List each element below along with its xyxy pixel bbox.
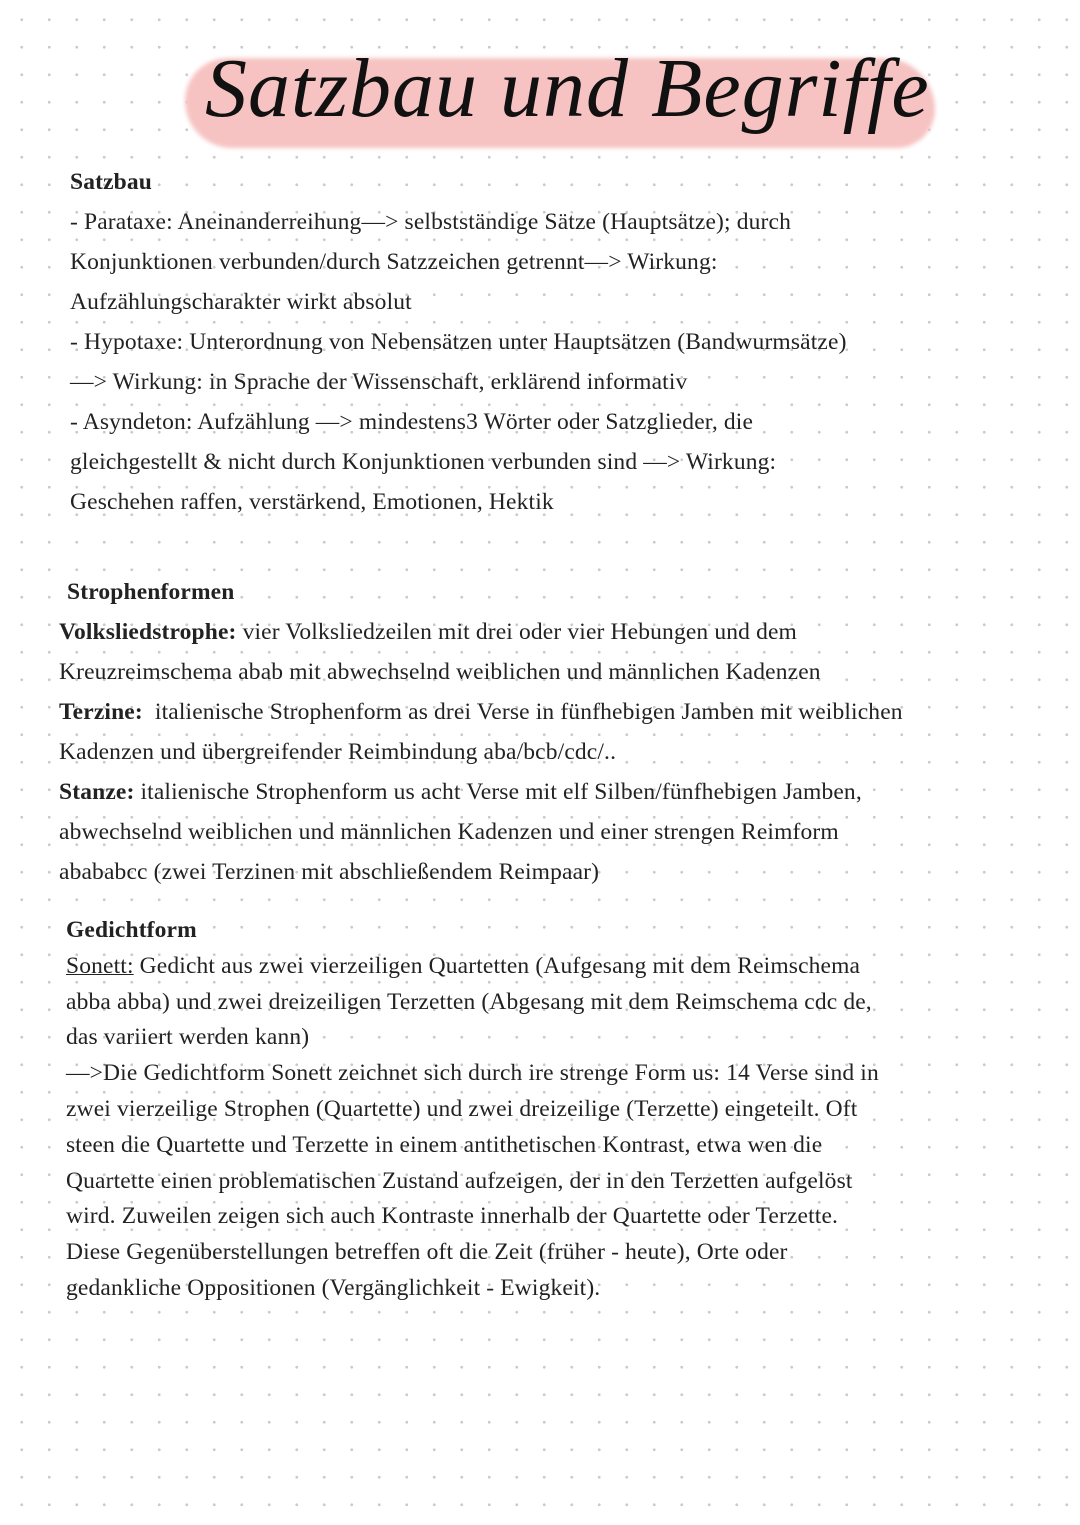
text-line: Diese Gegenüberstellungen betreffen oft die Zeit (früher - heute), Orte oder [66, 1239, 788, 1266]
text-line: zwei vierzeilige Strophen (Quartette) und zwei dreizeilige (Terzette) eingeteilt. Oft [66, 1095, 858, 1122]
term-label: Stanze: [59, 779, 135, 805]
text-line: abba abba) und zwei dreizeiligen Terzetten (Abgesang mit dem Reimschema cdc de, [66, 988, 872, 1015]
section-heading: Satzbau [70, 169, 153, 195]
text-line: gleichgestellt & nicht durch Konjunktionen verbunden sind —> Wirkung: [70, 449, 777, 475]
term-text: italienische Strophenform us acht Verse mit elf Silben/fünfhebigen Jamben, [134, 779, 862, 805]
text-line [59, 612, 903, 652]
term-text: italienische Strophenform as drei Verse in fünfhebigen Jamben mit weiblichen [142, 699, 903, 725]
term-label: Volksliedstrophe: [59, 619, 237, 645]
text-line [59, 772, 903, 812]
text-line: Geschehen raffen, verstärkend, Emotionen, Hektik [70, 489, 554, 515]
text-line: gedankliche Oppositionen (Vergänglichkeit - Ewigkeit). [66, 1274, 601, 1301]
text-line: das variiert werden kann) [66, 1024, 310, 1051]
text-line [59, 692, 903, 732]
term-text: vier Volksliedzeilen mit drei oder vier Hebungen und dem [236, 619, 797, 645]
text-line: —> Wirkung: in Sprache der Wissenschaft, erklärend informativ [70, 369, 688, 395]
section-satzbau [70, 162, 847, 522]
text-line: Kadenzen und übergreifender Reimbindung aba/bcb/cdc/.. [59, 739, 617, 765]
text-line: Kreuzreimschema abab mit abwechselnd weiblichen und männlichen Kadenzen [59, 659, 821, 685]
term-label: Sonett: [66, 952, 134, 979]
section-heading: Gedichtform [66, 917, 197, 943]
text-line: Quartette einen problematischen Zustand aufzeigen, der in den Terzetten aufgelöst [66, 1167, 853, 1194]
text-line: abababcc (zwei Terzinen mit abschließendem Reimpaar) [59, 859, 600, 885]
section-heading: Strophenformen [67, 579, 235, 605]
text-line: - Hypotaxe: Unterordnung von Nebensätzen unter Hauptsätzen (Bandwurmsätze) [70, 329, 847, 355]
term-label: Terzine: [59, 699, 143, 725]
text-line: steen die Quartette und Terzette in einem antithetischen Kontrast, etwa wen die [66, 1131, 823, 1158]
page-title: Satzbau und Begriffe [205, 42, 930, 135]
text-line: - Asyndeton: Aufzählung —> mindestens3 Wörter oder Satzglieder, die [70, 409, 754, 435]
text-line: - Parataxe: Aneinanderreihung—> selbstständige Sätze (Hauptsätze); durch [70, 209, 791, 235]
title-banner [185, 40, 935, 160]
text-line: Aufzählungscharakter wirkt absolut [70, 289, 412, 315]
text-line: abwechselnd weiblichen und männlichen Kadenzen und einer strengen Reimform [59, 819, 839, 845]
text-line: wird. Zuweilen zeigen sich auch Kontraste innerhalb der Quartette oder Terzette. [66, 1203, 839, 1230]
section-gedichtform [66, 913, 879, 1307]
text-line: Konjunktionen verbunden/durch Satzzeichen getrennt—> Wirkung: [70, 249, 718, 275]
text-line [66, 949, 879, 985]
text-line: —>Die Gedichtform Sonett zeichnet sich durch ire strenge Form us: 14 Verse sind in [66, 1060, 879, 1087]
term-text: Gedicht aus zwei vierzeiligen Quartetten (Aufgesang mit dem Reimschema [133, 952, 861, 979]
section-strophenformen [59, 572, 903, 892]
